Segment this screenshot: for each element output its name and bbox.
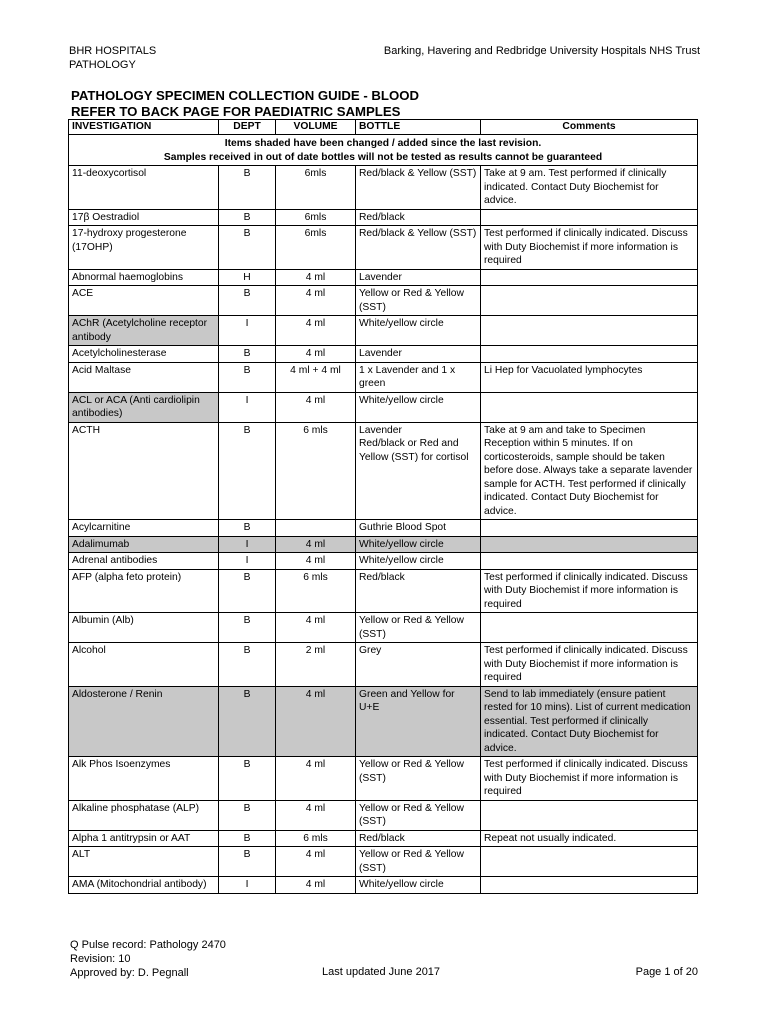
table-row [69, 686, 698, 757]
row-investigation: ACTH [69, 422, 219, 520]
row-volume: 4 ml [276, 800, 356, 830]
row-investigation: Aldosterone / Renin [69, 686, 219, 757]
row-investigation: ACL or ACA (Anti cardiolipin antibodies) [69, 392, 219, 422]
notice-row [69, 151, 698, 166]
row-dept: B [219, 286, 276, 316]
row-comments: Test performed if clinically indicated. Discuss with Duty Biochemist if more information is required [481, 226, 698, 270]
row-dept: B [219, 226, 276, 270]
row-investigation: Adrenal antibodies [69, 553, 219, 570]
row-dept: B [219, 613, 276, 643]
row-dept: B [219, 166, 276, 210]
row-comments: Take at 9 am and take to Specimen Reception within 5 minutes. If on corticosteroids, sample should be taken before dose. Always take a separate lavender sample for ACTH. Test performed if clinically indicated. Contact Duty Biochemist for advice. [481, 422, 698, 520]
row-bottle: White/yellow circle [356, 553, 481, 570]
trust-name: Barking, Havering and Redbridge University Hospitals NHS Trust [383, 45, 700, 57]
row-volume: 4 ml [276, 553, 356, 570]
row-comments [481, 553, 698, 570]
row-comments: Repeat not usually indicated. [481, 830, 698, 847]
col-bottle: BOTTLE [356, 120, 481, 135]
row-volume: 4 ml [276, 847, 356, 877]
col-investigation: INVESTIGATION [69, 120, 219, 135]
department-name: PATHOLOGY [69, 59, 136, 71]
row-dept: B [219, 686, 276, 757]
row-dept: B [219, 346, 276, 363]
row-investigation: Albumin (Alb) [69, 613, 219, 643]
col-comments: Comments [481, 120, 698, 135]
notice-row [69, 135, 698, 151]
page-title [71, 88, 419, 120]
row-bottle: Green and Yellow for U+E [356, 686, 481, 757]
row-investigation: ALT [69, 847, 219, 877]
col-dept: DEPT [219, 120, 276, 135]
table-row [69, 569, 698, 613]
row-volume [276, 520, 356, 537]
row-investigation: 17-hydroxy progesterone (17OHP) [69, 226, 219, 270]
col-volume: VOLUME [276, 120, 356, 135]
row-bottle: Yellow or Red & Yellow (SST) [356, 800, 481, 830]
row-investigation: 17β Oestradiol [69, 209, 219, 226]
row-dept: I [219, 316, 276, 346]
row-investigation: AMA (Mitochondrial antibody) [69, 877, 219, 894]
row-dept: B [219, 757, 276, 801]
row-comments: Test performed if clinically indicated. Discuss with Duty Biochemist if more information is required [481, 643, 698, 687]
row-comments [481, 613, 698, 643]
table-row [69, 316, 698, 346]
row-bottle: Red/black [356, 569, 481, 613]
row-bottle: Lavender [356, 269, 481, 286]
row-bottle: Yellow or Red & Yellow (SST) [356, 757, 481, 801]
notice-shaded: Items shaded have been changed / added since the last revision. [69, 135, 698, 151]
row-volume: 4 ml [276, 877, 356, 894]
row-investigation: AFP (alpha feto protein) [69, 569, 219, 613]
last-updated: Last updated June 2017 [322, 966, 441, 978]
row-bottle: Lavender Red/black or Red and Yellow (SST) for cortisol [356, 422, 481, 520]
row-dept: B [219, 847, 276, 877]
row-volume: 2 ml [276, 643, 356, 687]
row-volume: 4 ml [276, 286, 356, 316]
row-comments [481, 536, 698, 553]
row-bottle: White/yellow circle [356, 877, 481, 894]
row-dept: B [219, 569, 276, 613]
row-comments [481, 877, 698, 894]
row-dept: B [219, 643, 276, 687]
row-dept: I [219, 536, 276, 553]
row-bottle: Guthrie Blood Spot [356, 520, 481, 537]
row-bottle: Red/black [356, 830, 481, 847]
row-bottle: Yellow or Red & Yellow (SST) [356, 613, 481, 643]
row-dept: B [219, 422, 276, 520]
row-investigation: Acid Maltase [69, 362, 219, 392]
table-row [69, 800, 698, 830]
table-row [69, 209, 698, 226]
table-row [69, 362, 698, 392]
row-bottle: Red/black [356, 209, 481, 226]
row-volume: 4 ml [276, 536, 356, 553]
title-line-1: PATHOLOGY SPECIMEN COLLECTION GUIDE - BLOOD [71, 88, 420, 103]
table-row [69, 422, 698, 520]
row-volume: 4 ml [276, 269, 356, 286]
table-row [69, 553, 698, 570]
row-volume: 6mls [276, 166, 356, 210]
row-volume: 4 ml [276, 757, 356, 801]
table-row [69, 877, 698, 894]
table-row [69, 757, 698, 801]
table-row [69, 830, 698, 847]
row-bottle: Red/black & Yellow (SST) [356, 226, 481, 270]
approved-by: Approved by: D. Pegnall [70, 967, 189, 979]
row-bottle: White/yellow circle [356, 536, 481, 553]
row-dept: B [219, 362, 276, 392]
row-volume: 4 ml [276, 346, 356, 363]
row-investigation: ACE [69, 286, 219, 316]
row-comments [481, 269, 698, 286]
notice-bottles: Samples received in out of date bottles will not be tested as results cannot be guaranteed [69, 151, 698, 166]
row-comments: Test performed if clinically indicated. Discuss with Duty Biochemist if more information is required [481, 757, 698, 801]
row-bottle: Grey [356, 643, 481, 687]
table-row [69, 269, 698, 286]
row-volume: 4 ml [276, 613, 356, 643]
row-comments [481, 847, 698, 877]
row-investigation: Alpha 1 antitrypsin or AAT [69, 830, 219, 847]
row-dept: I [219, 877, 276, 894]
table-row [69, 226, 698, 270]
row-investigation: Alk Phos Isoenzymes [69, 757, 219, 801]
row-investigation: Abnormal haemoglobins [69, 269, 219, 286]
row-bottle: Yellow or Red & Yellow (SST) [356, 847, 481, 877]
row-volume: 4 ml [276, 316, 356, 346]
row-bottle: Red/black & Yellow (SST) [356, 166, 481, 210]
table-row [69, 346, 698, 363]
row-bottle: White/yellow circle [356, 392, 481, 422]
row-dept: I [219, 553, 276, 570]
row-investigation: Alcohol [69, 643, 219, 687]
row-volume: 6mls [276, 226, 356, 270]
header-left [69, 44, 156, 72]
row-comments [481, 800, 698, 830]
row-investigation: Alkaline phosphatase (ALP) [69, 800, 219, 830]
table-row [69, 847, 698, 877]
table-row [69, 520, 698, 537]
row-investigation: 11-deoxycortisol [69, 166, 219, 210]
page-number: Page 1 of 20 [635, 966, 698, 978]
row-comments: Li Hep for Vacuolated lymphocytes [481, 362, 698, 392]
table-row [69, 392, 698, 422]
row-investigation: Acetylcholinesterase [69, 346, 219, 363]
row-volume: 4 ml + 4 ml [276, 362, 356, 392]
row-bottle: White/yellow circle [356, 316, 481, 346]
row-comments [481, 346, 698, 363]
org-name: BHR HOSPITALS [69, 45, 157, 57]
row-comments [481, 316, 698, 346]
row-investigation: Acylcarnitine [69, 520, 219, 537]
row-dept: B [219, 830, 276, 847]
table-header-row [69, 120, 698, 135]
table-row [69, 166, 698, 210]
footer-left [70, 938, 226, 980]
row-dept: B [219, 520, 276, 537]
row-comments [481, 392, 698, 422]
row-comments [481, 209, 698, 226]
row-volume: 6 mls [276, 830, 356, 847]
row-comments [481, 520, 698, 537]
qpulse-record: Q Pulse record: Pathology 2470 [70, 939, 226, 951]
row-bottle: 1 x Lavender and 1 x green [356, 362, 481, 392]
title-line-2: REFER TO BACK PAGE FOR PAEDIATRIC SAMPLES [71, 104, 401, 119]
table-row [69, 613, 698, 643]
row-investigation: AChR (Acetylcholine receptor antibody [69, 316, 219, 346]
row-comments: Test performed if clinically indicated. Discuss with Duty Biochemist if more information is required [481, 569, 698, 613]
row-comments: Take at 9 am. Test performed if clinically indicated. Contact Duty Biochemist for advice. [481, 166, 698, 210]
row-comments: Send to lab immediately (ensure patient rested for 10 mins). List of current medication essential. Test performed if clinically indicated. Contact Duty Biochemist for advice. [481, 686, 698, 757]
table-row [69, 286, 698, 316]
row-volume: 6mls [276, 209, 356, 226]
table-row [69, 536, 698, 553]
row-dept: B [219, 209, 276, 226]
row-comments [481, 286, 698, 316]
row-dept: I [219, 392, 276, 422]
row-bottle: Yellow or Red & Yellow (SST) [356, 286, 481, 316]
row-dept: H [219, 269, 276, 286]
row-volume: 6 mls [276, 569, 356, 613]
row-volume: 6 mls [276, 422, 356, 520]
row-dept: B [219, 800, 276, 830]
row-investigation: Adalimumab [69, 536, 219, 553]
row-volume: 4 ml [276, 392, 356, 422]
revision: Revision: 10 [70, 953, 131, 965]
table-row [69, 643, 698, 687]
row-bottle: Lavender [356, 346, 481, 363]
specimen-table [68, 119, 698, 894]
row-volume: 4 ml [276, 686, 356, 757]
